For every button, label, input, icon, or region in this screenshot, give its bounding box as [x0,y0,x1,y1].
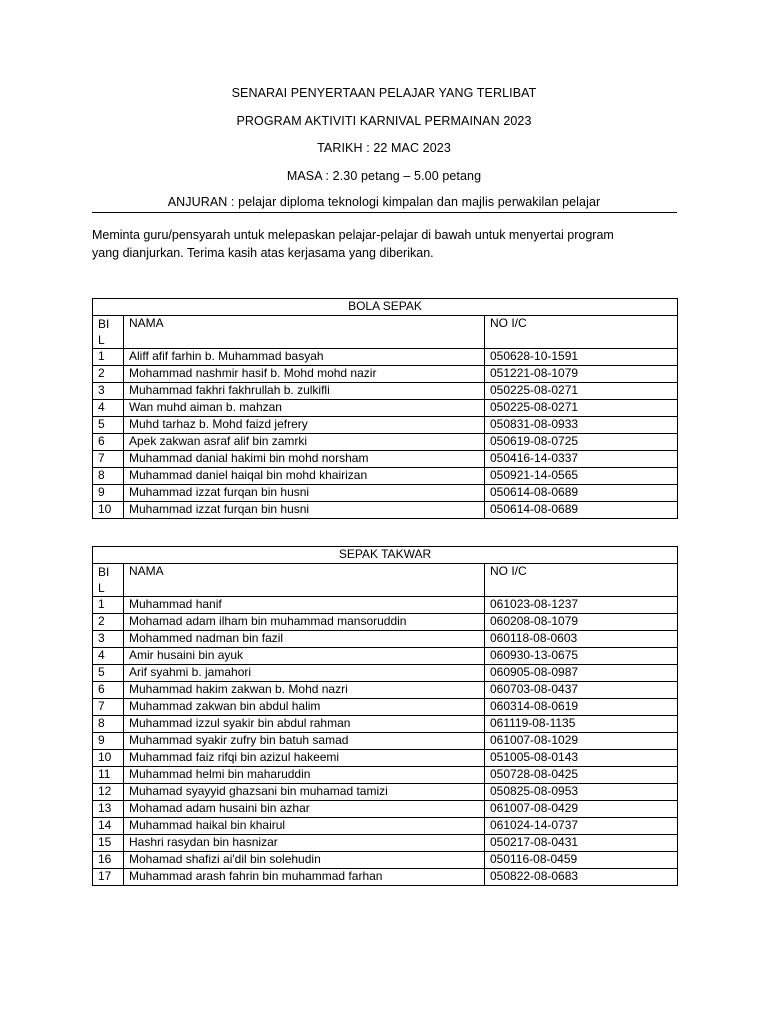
ic-number: 061007-08-0429 [485,801,678,818]
row-number: 4 [93,400,124,417]
column-header-ic: NO I/C [485,316,678,349]
student-name: Muhd tarhaz b. Mohd faizd jefrery [124,417,485,434]
table-row [93,468,678,485]
row-number: 17 [93,869,124,886]
intro-line-1: Meminta guru/pensyarah untuk melepaskan pelajar-pelajar di bawah untuk menyertai program [92,228,614,242]
row-number: 4 [93,648,124,665]
row-number: 7 [93,451,124,468]
table-row [93,485,678,502]
table-row [93,597,678,614]
table-row [93,400,678,417]
table-row [93,767,678,784]
row-number: 1 [93,349,124,366]
table-row [93,699,678,716]
ic-number: 050116-08-0459 [485,852,678,869]
table-row [93,801,678,818]
ic-number: 050614-08-0689 [485,485,678,502]
table-row [93,417,678,434]
row-number: 6 [93,434,124,451]
student-name: Mohamad adam ilham bin muhammad mansoruddin [124,614,485,631]
ic-number: 050728-08-0425 [485,767,678,784]
column-header-bil-part1: BI [98,565,110,579]
table-row [93,750,678,767]
column-header-ic: NO I/C [485,564,678,597]
student-name: Muhammad izzul syakir bin abdul rahman [124,716,485,733]
table-row [93,614,678,631]
student-name: Mohammed nadman bin fazil [124,631,485,648]
table-row [93,434,678,451]
ic-number: 050225-08-0271 [485,383,678,400]
program-title: PROGRAM AKTIVITI KARNIVAL PERMAINAN 2023 [236,114,532,128]
intro-line-2: yang dianjurkan. Terima kasih atas kerjasama yang diberikan. [92,246,434,260]
table-row [93,383,678,400]
table-row [93,869,678,886]
student-name: Muhammad syakir zufry bin batuh samad [124,733,485,750]
row-number: 16 [93,852,124,869]
row-number: 9 [93,485,124,502]
table-title: BOLA SEPAK [93,299,678,316]
ic-number: 050614-08-0689 [485,502,678,519]
student-name: Muhammad daniel haiqal bin mohd khairizan [124,468,485,485]
organizer-line: ANJURAN : pelajar diploma teknologi kimpalan dan majlis perwakilan pelajar [167,195,601,209]
table-row [93,451,678,468]
table-row [93,366,678,383]
ic-number: 060905-08-0987 [485,665,678,682]
row-number: 8 [93,468,124,485]
column-header-bil [93,564,124,597]
student-name: Muhammad danial hakimi bin mohd norsham [124,451,485,468]
row-number: 5 [93,665,124,682]
row-number: 10 [93,750,124,767]
column-header-bil-part2: L [98,581,105,595]
table-row [93,682,678,699]
ic-number: 050225-08-0271 [485,400,678,417]
table-row [93,852,678,869]
row-number: 6 [93,682,124,699]
student-name: Muhammad fakhri fakhrullah b. zulkifli [124,383,485,400]
table-bola-sepak [92,298,678,519]
row-number: 14 [93,818,124,835]
student-name: Muhammad helmi bin maharuddin [124,767,485,784]
ic-number: 051221-08-1079 [485,366,678,383]
ic-number: 060314-08-0619 [485,699,678,716]
doc-title: SENARAI PENYERTAAN PELAJAR YANG TERLIBAT [231,86,537,100]
column-header-nama: NAMA [124,564,485,597]
ic-number: 050822-08-0683 [485,869,678,886]
table-title: SEPAK TAKWAR [93,547,678,564]
table-row [93,784,678,801]
row-number: 15 [93,835,124,852]
student-name: Muhamad syayyid ghazsani bin muhamad tamizi [124,784,485,801]
row-number: 12 [93,784,124,801]
student-name: Muhammad zakwan bin abdul halim [124,699,485,716]
row-number: 1 [93,597,124,614]
student-name: Muhammad arash fahrin bin muhammad farhan [124,869,485,886]
header-divider [92,212,677,213]
student-name: Muhammad izzat furqan bin husni [124,485,485,502]
table-row [93,349,678,366]
ic-number: 050619-08-0725 [485,434,678,451]
ic-number: 060118-08-0603 [485,631,678,648]
student-name: Amir husaini bin ayuk [124,648,485,665]
student-name: Mohamad shafizi ai'dil bin solehudin [124,852,485,869]
row-number: 2 [93,366,124,383]
column-header-bil-part2: L [98,333,105,347]
table-sepak-takwar [92,546,678,886]
table-row [93,665,678,682]
row-number: 10 [93,502,124,519]
row-number: 13 [93,801,124,818]
table-row [93,818,678,835]
column-header-bil-part1: BI [98,317,110,331]
student-name: Aliff afif farhin b. Muhammad basyah [124,349,485,366]
student-name: Muhammad hakim zakwan b. Mohd nazri [124,682,485,699]
table-row [93,733,678,750]
table-row [93,502,678,519]
ic-number: 061119-08-1135 [485,716,678,733]
student-name: Apek zakwan asraf alif bin zamrki [124,434,485,451]
ic-number: 061023-08-1237 [485,597,678,614]
student-name: Arif syahmi b. jamahori [124,665,485,682]
row-number: 3 [93,631,124,648]
student-name: Muhammad hanif [124,597,485,614]
ic-number: 050825-08-0953 [485,784,678,801]
intro-paragraph [92,226,672,262]
ic-number: 050921-14-0565 [485,468,678,485]
ic-number: 050628-10-1591 [485,349,678,366]
row-number: 3 [93,383,124,400]
row-number: 2 [93,614,124,631]
ic-number: 061007-08-1029 [485,733,678,750]
ic-number: 061024-14-0737 [485,818,678,835]
row-number: 9 [93,733,124,750]
date-line: TARIKH : 22 MAC 2023 [317,141,451,155]
ic-number: 050831-08-0933 [485,417,678,434]
table-row [93,648,678,665]
ic-number: 051005-08-0143 [485,750,678,767]
row-number: 5 [93,417,124,434]
student-name: Muhammad izzat furqan bin husni [124,502,485,519]
student-name: Wan muhd aiman b. mahzan [124,400,485,417]
row-number: 7 [93,699,124,716]
table-row [93,631,678,648]
row-number: 8 [93,716,124,733]
table-row [93,716,678,733]
table-row [93,835,678,852]
column-header-bil [93,316,124,349]
column-header-nama: NAMA [124,316,485,349]
student-name: Hashri rasydan bin hasnizar [124,835,485,852]
row-number: 11 [93,767,124,784]
ic-number: 060208-08-1079 [485,614,678,631]
time-line: MASA : 2.30 petang – 5.00 petang [286,169,482,183]
ic-number: 060703-08-0437 [485,682,678,699]
ic-number: 050217-08-0431 [485,835,678,852]
student-name: Muhammad faiz rifqi bin azizul hakeemi [124,750,485,767]
ic-number: 050416-14-0337 [485,451,678,468]
student-name: Mohammad nashmir hasif b. Mohd mohd nazir [124,366,485,383]
student-name: Mohamad adam husaini bin azhar [124,801,485,818]
ic-number: 060930-13-0675 [485,648,678,665]
student-name: Muhammad haikal bin khairul [124,818,485,835]
